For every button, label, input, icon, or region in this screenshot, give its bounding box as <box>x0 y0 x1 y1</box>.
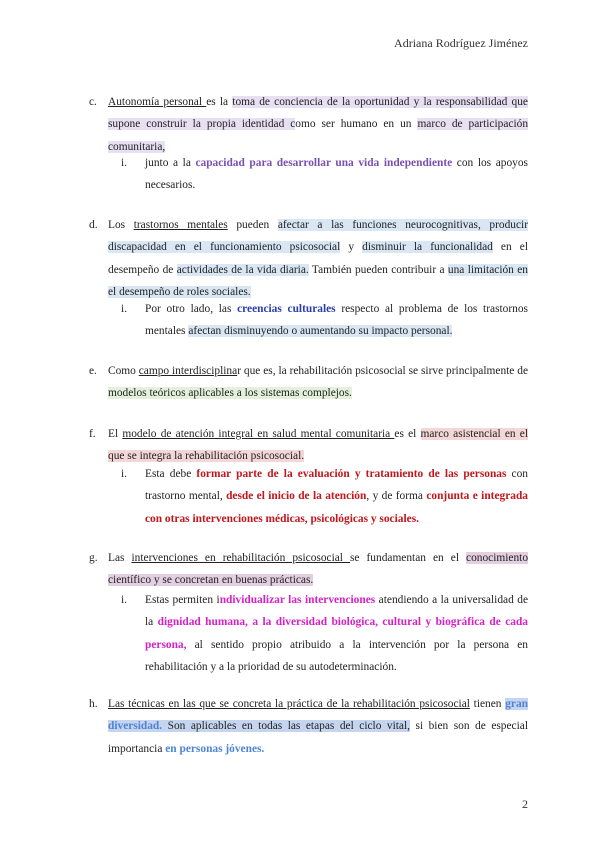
text-span: También pueden contribuir a <box>308 263 448 276</box>
emphasis-span: gran diversidad. <box>108 698 528 733</box>
highlight-span: toma de conciencia de la oportunidad y la responsabilidad que supone construir la propia identidad c <box>108 96 528 131</box>
sub-item-c-i <box>121 152 528 197</box>
text-span: r que es, la rehabilitación psicosocial se sirve principalmente de <box>237 365 529 377</box>
text-span: pueden <box>227 219 278 231</box>
list-marker: f. <box>89 428 96 440</box>
text-span: Estas permiten i <box>145 594 220 606</box>
highlight-span: afectan disminuyendo o aumentando su impacto personal. <box>188 325 453 338</box>
term-trastornos: trastornos mentales <box>133 219 228 231</box>
text-span: se fundamentan en el <box>350 552 467 564</box>
list-marker: h. <box>89 698 98 710</box>
list-marker: g. <box>89 552 98 564</box>
emphasis-span: desde el inicio de la atención <box>226 490 367 503</box>
text-span: es la <box>206 96 233 108</box>
list-marker: i. <box>121 157 128 169</box>
list-item-c <box>89 91 529 158</box>
emphasis-span: capacidad para desarrollar una vida independiente <box>195 157 453 169</box>
list-marker: c. <box>89 96 97 108</box>
text-span: Esta debe <box>145 468 197 480</box>
emphasis-span: formar parte de la evaluación y tratamiento de las personas <box>196 468 507 480</box>
text-span: al sentido propio atribuido a la intervención por la persona en rehabilitación y a la prioridad de su autodeterminación. <box>145 638 528 674</box>
highlight-span: disminuir la funcionalidad <box>362 241 493 254</box>
text-span: es el <box>394 428 421 440</box>
list-item-e <box>89 360 529 405</box>
list-marker: i. <box>121 303 128 315</box>
emphasis-span: creencias culturales <box>237 303 336 315</box>
text-span: tienen <box>469 698 506 710</box>
list-item-f <box>89 423 528 468</box>
highlight-span: afectar a las funciones neurocognitivas, producir discapacidad en el funcionamiento psicosocial <box>108 219 528 254</box>
highlight-span: una limitación en el desempeño de roles sociales. <box>108 263 528 299</box>
text-span: Como <box>108 365 139 377</box>
text-span: Los <box>108 219 134 231</box>
emphasis-span: en personas jóvenes. <box>165 742 265 755</box>
term-campo: campo interdisciplina <box>138 365 238 377</box>
text-span: Por otro lado, las <box>145 303 238 315</box>
list-marker: i. <box>121 594 128 606</box>
highlight-span: Son aplicables en todas las etapas del ciclo vital, <box>162 720 410 733</box>
highlight-span: marco de participación comunitaria, <box>108 118 529 153</box>
term-tecnicas: Las técnicas en las que se concreta la práctica de la rehabilitación psicosocial <box>108 698 470 710</box>
sub-item-d-i <box>121 298 528 343</box>
list-item-g <box>89 547 529 592</box>
emphasis-span: ndividualizar las intervenciones <box>219 594 376 606</box>
list-marker: d. <box>89 219 98 231</box>
term-modelo: modelo de atención integral en salud mental comunitaria <box>122 428 395 440</box>
page-header-author: Adriana Rodríguez Jiménez <box>394 36 528 50</box>
text-span: junto a la <box>145 157 196 169</box>
text-span: , y de forma <box>366 490 427 503</box>
highlight-span: marco asistencial en el que se integra la rehabilitación psicosocial. <box>108 428 528 463</box>
sub-item-f-i <box>121 463 529 530</box>
text-span: si bien son de especial importancia <box>108 720 528 755</box>
highlight-span: modelos teóricos aplicables a los sistemas complejos. <box>108 387 352 400</box>
text-span: atendiendo a la universalidad de la <box>145 594 529 629</box>
page-number: 2 <box>522 797 528 811</box>
text-span: El <box>108 428 123 440</box>
emphasis-span: conjunta e integrada con otras intervenciones médicas, psicológicas y sociales. <box>145 490 528 525</box>
term-intervenciones: intervenciones en rehabilitación psicosocial <box>131 552 350 564</box>
text-span: omo ser humano en un <box>295 118 418 131</box>
list-item-h <box>89 693 528 760</box>
term-autonomia: Autonomía personal <box>108 96 207 108</box>
sub-item-g-i <box>121 589 529 679</box>
highlight-span: conocimiento científico y se concretan en buenas prácticas. <box>108 552 529 587</box>
text-span: Las <box>108 552 132 564</box>
text-span: respecto al problema de los trastornos mentales <box>145 303 528 338</box>
text-span: con trastorno mental, <box>145 468 529 503</box>
emphasis-span: dignidad humana, a la diversidad biológica, cultural y biográfica de cada persona, <box>145 616 528 651</box>
list-marker: i. <box>121 468 128 480</box>
list-marker: e. <box>89 365 97 377</box>
text-span: con los apoyos necesarios. <box>145 157 528 192</box>
list-item-d <box>89 214 528 304</box>
highlight-span: actividades de la vida diaria. <box>176 263 309 276</box>
text-span: en el desempeño de <box>108 241 528 276</box>
text-span: y <box>340 241 363 254</box>
